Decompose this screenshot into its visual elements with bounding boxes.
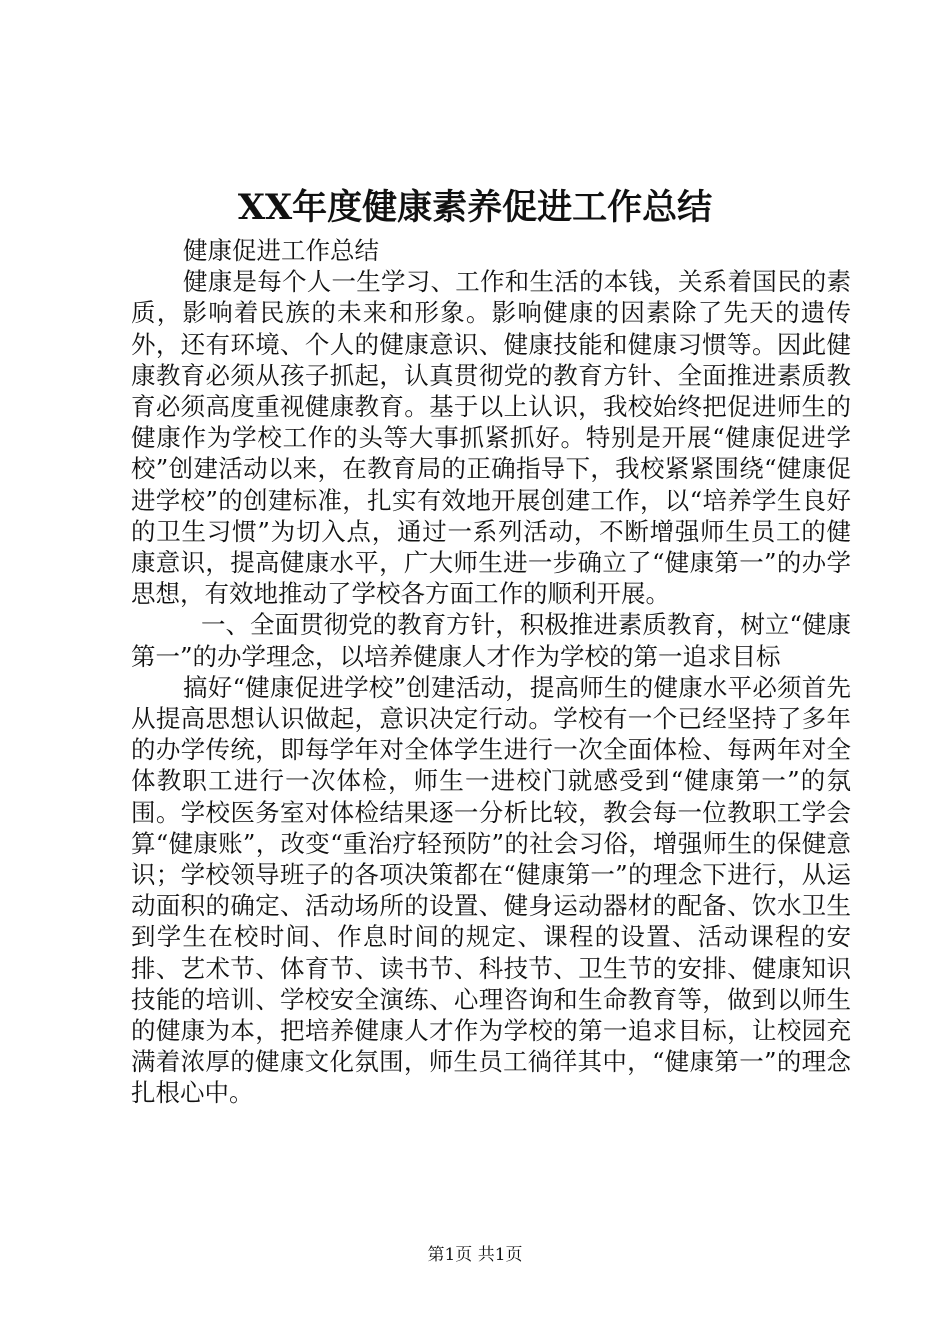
document-body <box>131 235 851 1109</box>
section-heading-1: 一、全面贯彻党的教育方针，积极推进素质教育，树立“健康第一”的办学理念，以培养健康人才作为学校的第一追求目标 <box>131 610 851 671</box>
body-paragraph-intro: 健康是每个人一生学习、工作和生活的本钱，关系着国民的素质，影响着民族的未来和形象。影响健康的因素除了先天的遗传外，还有环境、个人的健康意识、健康技能和健康习惯等。因此健康教育必须从孩子抓起，认真贯彻党的教育方针、全面推进素质教育必须高度重视健康教育。基于以上认识，我校始终把促进师生的健康作为学校工作的头等大事抓紧抓好。特别是开展“健康促进学校”创建活动以来，在教育局的正确指导下，我校紧紧围绕“健康促进学校”的创建标准，扎实有效地开展创建工作，以“培养学生良好的卫生习惯”为切入点，通过一系列活动，不断增强师生员工的健康意识，提高健康水平，广大师生进一步确立了“健康第一”的办学思想，有效地推动了学校各方面工作的顺利开展。 <box>131 267 851 609</box>
page-footer: 第1页 共1页 <box>427 1245 523 1265</box>
body-paragraph-section-1: 搞好“健康促进学校”创建活动，提高师生的健康水平必须首先从提高思想认识做起，意识决定行动。学校有一个已经坚持了多年的办学传统，即每学年对全体学生进行一次全面体检、每两年对全体教职工进行一次体检，师生一进校门就感受到“健康第一”的氛围。学校医务室对体检结果逐一分析比较，教会每一位教职工学会算“健康账”，改变“重治疗轻预防”的社会习俗，增强师生的保健意识；学校领导班子的各项决策都在“健康第一”的理念下进行，从运动面积的确定、活动场所的设置、健身运动器材的配备、饮水卫生到学生在校时间、作息时间的规定、课程的设置、活动课程的安排、艺术节、体育节、读书节、科技节、卫生节的安排、健康知识技能的培训、学校安全演练、心理咨询和生命教育等，做到以师生的健康为本，把培养健康人才作为学校的第一追求目标，让校园充满着浓厚的健康文化氛围，师生员工徜徉其中，“健康第一”的理念扎根心中。 <box>131 672 851 1108</box>
document-subtitle: 健康促进工作总结 <box>183 236 379 265</box>
document-title: XX年度健康素养促进工作总结 <box>237 187 713 228</box>
